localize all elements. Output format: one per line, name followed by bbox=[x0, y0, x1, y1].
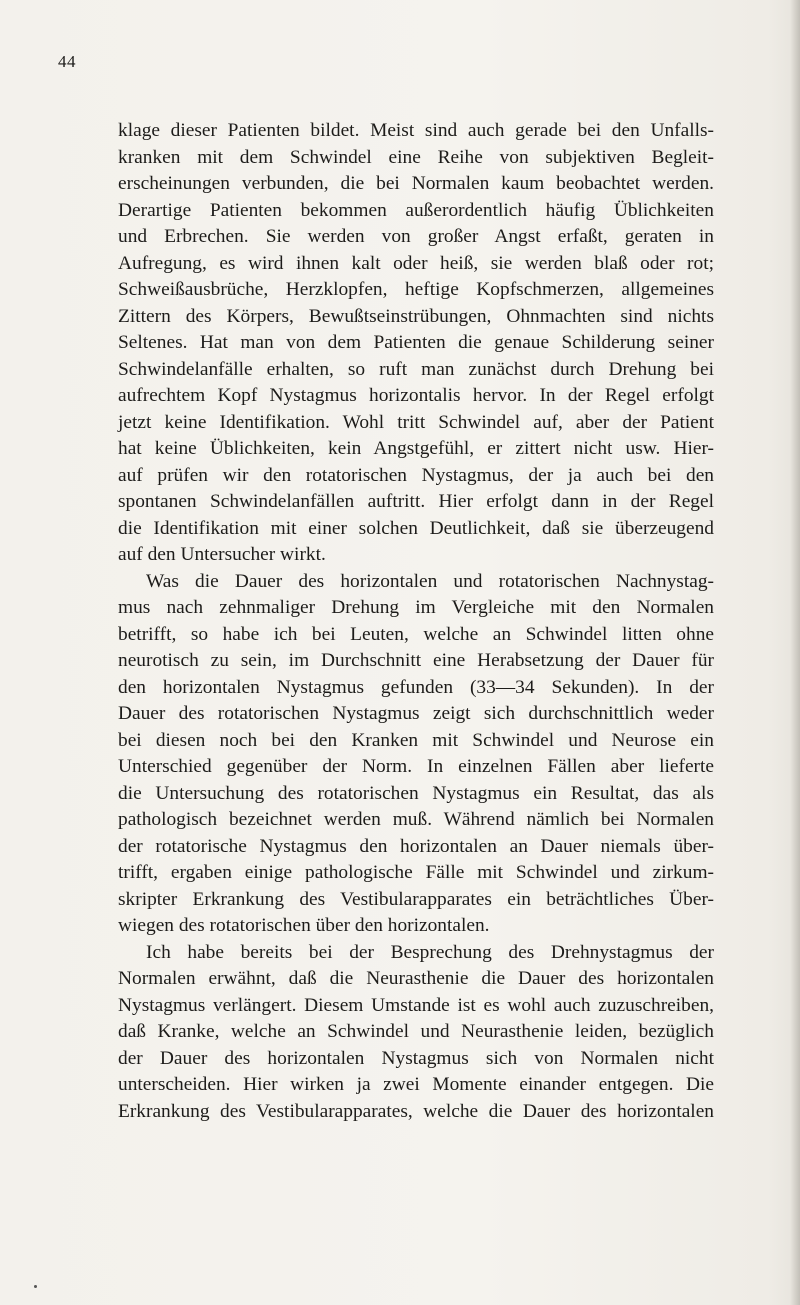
text-line: bei diesen noch bei den Kranken mit Schwindel und Neurose ein bbox=[118, 729, 714, 751]
text-line: Zittern des Körpers, Bewußtseinstrübungen, Ohnmachten sind nichts bbox=[118, 305, 714, 327]
text-line: neurotisch zu sein, im Durchschnitt eine Herabsetzung der Dauer für bbox=[118, 650, 714, 671]
text-line: klage dieser Patienten bildet. Meist sind auch gerade bei den Unfalls- bbox=[118, 120, 714, 141]
text-line: der Dauer des horizontalen Nystagmus sich von Normalen nicht bbox=[118, 1047, 714, 1069]
body-text bbox=[118, 118, 714, 1125]
text-line: skripter Erkrankung des Vestibularapparates ein beträchtliches Über- bbox=[118, 888, 714, 910]
text-line: auf den Untersucher wirkt. bbox=[118, 544, 326, 565]
text-line: Schwindelanfälle erhalten, so ruft man zunächst durch Drehung bei bbox=[118, 358, 714, 380]
text-line: Derartige Patienten bekommen außerordentlich häufig Üblichkeiten bbox=[118, 199, 714, 221]
text-line: Seltenes. Hat man von dem Patienten die genaue Schilderung seiner bbox=[118, 332, 714, 353]
text-line: hat keine Üblichkeiten, kein Angstgefühl, er zittert nicht usw. Hier- bbox=[118, 438, 714, 459]
text-line: jetzt keine Identifikation. Wohl tritt Schwindel auf, aber der Patient bbox=[118, 411, 714, 433]
text-line: den horizontalen Nystagmus gefunden (33—34 Sekunden). In der bbox=[118, 676, 714, 698]
text-line: erscheinungen verbunden, die bei Normalen kaum beobachtet werden. bbox=[118, 173, 714, 194]
text-line: aufrechtem Kopf Nystagmus horizontalis hervor. In der Regel erfolgt bbox=[118, 385, 714, 406]
text-line: die Identifikation mit einer solchen Deutlichkeit, daß sie überzeugend bbox=[118, 517, 714, 539]
text-line: pathologisch bezeichnet werden muß. Während nämlich bei Normalen bbox=[118, 809, 714, 830]
text-line: trifft, ergaben einige pathologische Fälle mit Schwindel und zirkum- bbox=[118, 862, 714, 883]
text-line: mus nach zehnmaliger Drehung im Vergleiche mit den Normalen bbox=[118, 597, 714, 618]
text-line: betrifft, so habe ich bei Leuten, welche an Schwindel litten ohne bbox=[118, 623, 714, 645]
text-line: unterscheiden. Hier wirken ja zwei Momente einander entgegen. Die bbox=[118, 1074, 714, 1095]
print-speck bbox=[34, 1285, 37, 1288]
text-line: daß Kranke, welche an Schwindel und Neurasthenie leiden, bezüglich bbox=[118, 1021, 714, 1042]
text-line: kranken mit dem Schwindel eine Reihe von subjektiven Begleit- bbox=[118, 146, 714, 168]
text-line: Erkrankung des Vestibularapparates, welche die Dauer des horizontalen bbox=[118, 1100, 714, 1122]
text-line: die Untersuchung des rotatorischen Nystagmus ein Resultat, das als bbox=[118, 782, 714, 804]
page-edge-shadow bbox=[790, 0, 800, 1305]
text-line: Was die Dauer des horizontalen und rotatorischen Nachnystag- bbox=[146, 570, 714, 592]
text-line: Aufregung, es wird ihnen kalt oder heiß, sie werden blaß oder rot; bbox=[118, 252, 714, 274]
text-line: Normalen erwähnt, daß die Neurasthenie die Dauer des horizontalen bbox=[118, 968, 714, 989]
page-number: 44 bbox=[58, 52, 76, 71]
text-line: Unterschied gegenüber der Norm. In einzelnen Fällen aber lieferte bbox=[118, 756, 714, 777]
text-line: und Erbrechen. Sie werden von großer Angst erfaßt, geraten in bbox=[118, 226, 714, 247]
text-line: der rotatorische Nystagmus den horizontalen an Dauer niemals über- bbox=[118, 835, 714, 857]
text-line: Nystagmus verlängert. Diesem Umstande ist es wohl auch zuzuschreiben, bbox=[118, 994, 714, 1016]
text-line: wiegen des rotatorischen über den horizontalen. bbox=[118, 915, 490, 936]
text-line: Ich habe bereits bei der Besprechung des Drehnystagmus der bbox=[146, 941, 714, 963]
text-line: Schweißausbrüche, Herzklopfen, heftige Kopfschmerzen, allgemeines bbox=[118, 279, 714, 300]
text-line: auf prüfen wir den rotatorischen Nystagmus, der ja auch bei den bbox=[118, 464, 714, 486]
text-line: Dauer des rotatorischen Nystagmus zeigt sich durchschnittlich weder bbox=[118, 703, 714, 724]
text-line: spontanen Schwindelanfällen auftritt. Hier erfolgt dann in der Regel bbox=[118, 491, 714, 512]
